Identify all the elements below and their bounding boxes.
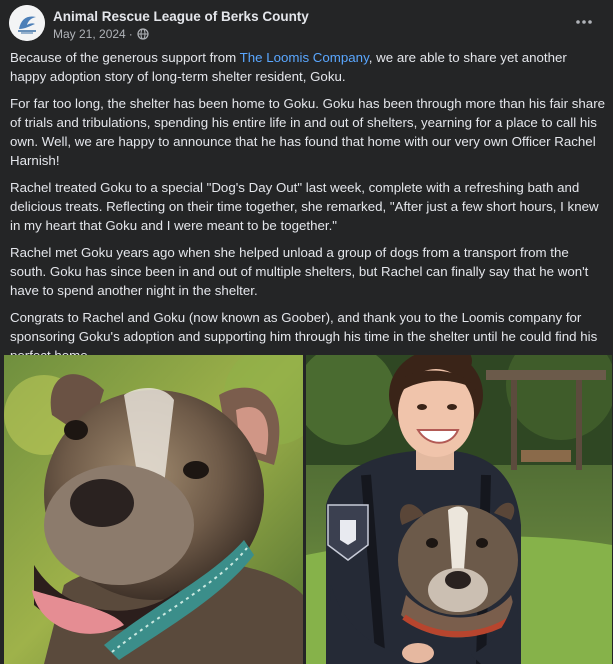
post-options-button[interactable] xyxy=(570,10,598,34)
post-date[interactable]: May 21, 2024 xyxy=(53,27,126,41)
paragraph-1-start: Because of the generous support from xyxy=(10,50,240,65)
page-avatar[interactable] xyxy=(9,5,45,41)
officer-with-dog-photo[interactable] xyxy=(306,355,612,664)
dog-closeup-photo[interactable] xyxy=(4,355,303,664)
paragraph-4: Rachel met Goku years ago when she helped unload a group of dogs from a transport from the south. Goku has since been in and out of multiple shelters, but Rachel can finally say that he won't have to spend another night in the shelter. xyxy=(10,244,589,299)
meta-separator: · xyxy=(128,27,133,41)
paragraph-5: Congrats to Rachel and Goku (now known as Goober), and thank you to the Loomis company for sponsoring Goku's adoption and supporting him through his time in the shelter until he could find his xyxy=(10,309,598,344)
post-message xyxy=(10,48,606,372)
league-logo-icon xyxy=(9,5,45,41)
more-options-icon xyxy=(575,19,593,25)
post-photos xyxy=(4,355,612,664)
post-header xyxy=(0,0,613,48)
loomis-company-link[interactable]: The Loomis Company xyxy=(239,50,369,65)
paragraph-3: Rachel treated Goku to a special "Dog's Day Out" last week, complete with a refreshing bath and delicious treats. Reflecting on their time together, she remarked, "After just a few short hours, I knew in my heart that Goku and I were meant to be together." xyxy=(10,179,599,234)
page-name[interactable]: Animal Rescue League of Berks County xyxy=(53,9,309,24)
paragraph-2: For far too long, the shelter has been home to Goku. Goku has been through more than his fair share of trials and tribulations, spending his entire life in and out of shelters, yearning for a place to call his own. Well, we are happy to announce that he has found that home with our very own Officer Rachel Harnish! xyxy=(10,95,606,169)
globe-icon xyxy=(137,28,149,40)
paragraph-1 xyxy=(10,48,606,87)
paragraph-1-end: , we are able to share yet another happy adoption story of long-term shelter resident, Goku. xyxy=(10,50,567,85)
post-meta xyxy=(53,27,149,41)
